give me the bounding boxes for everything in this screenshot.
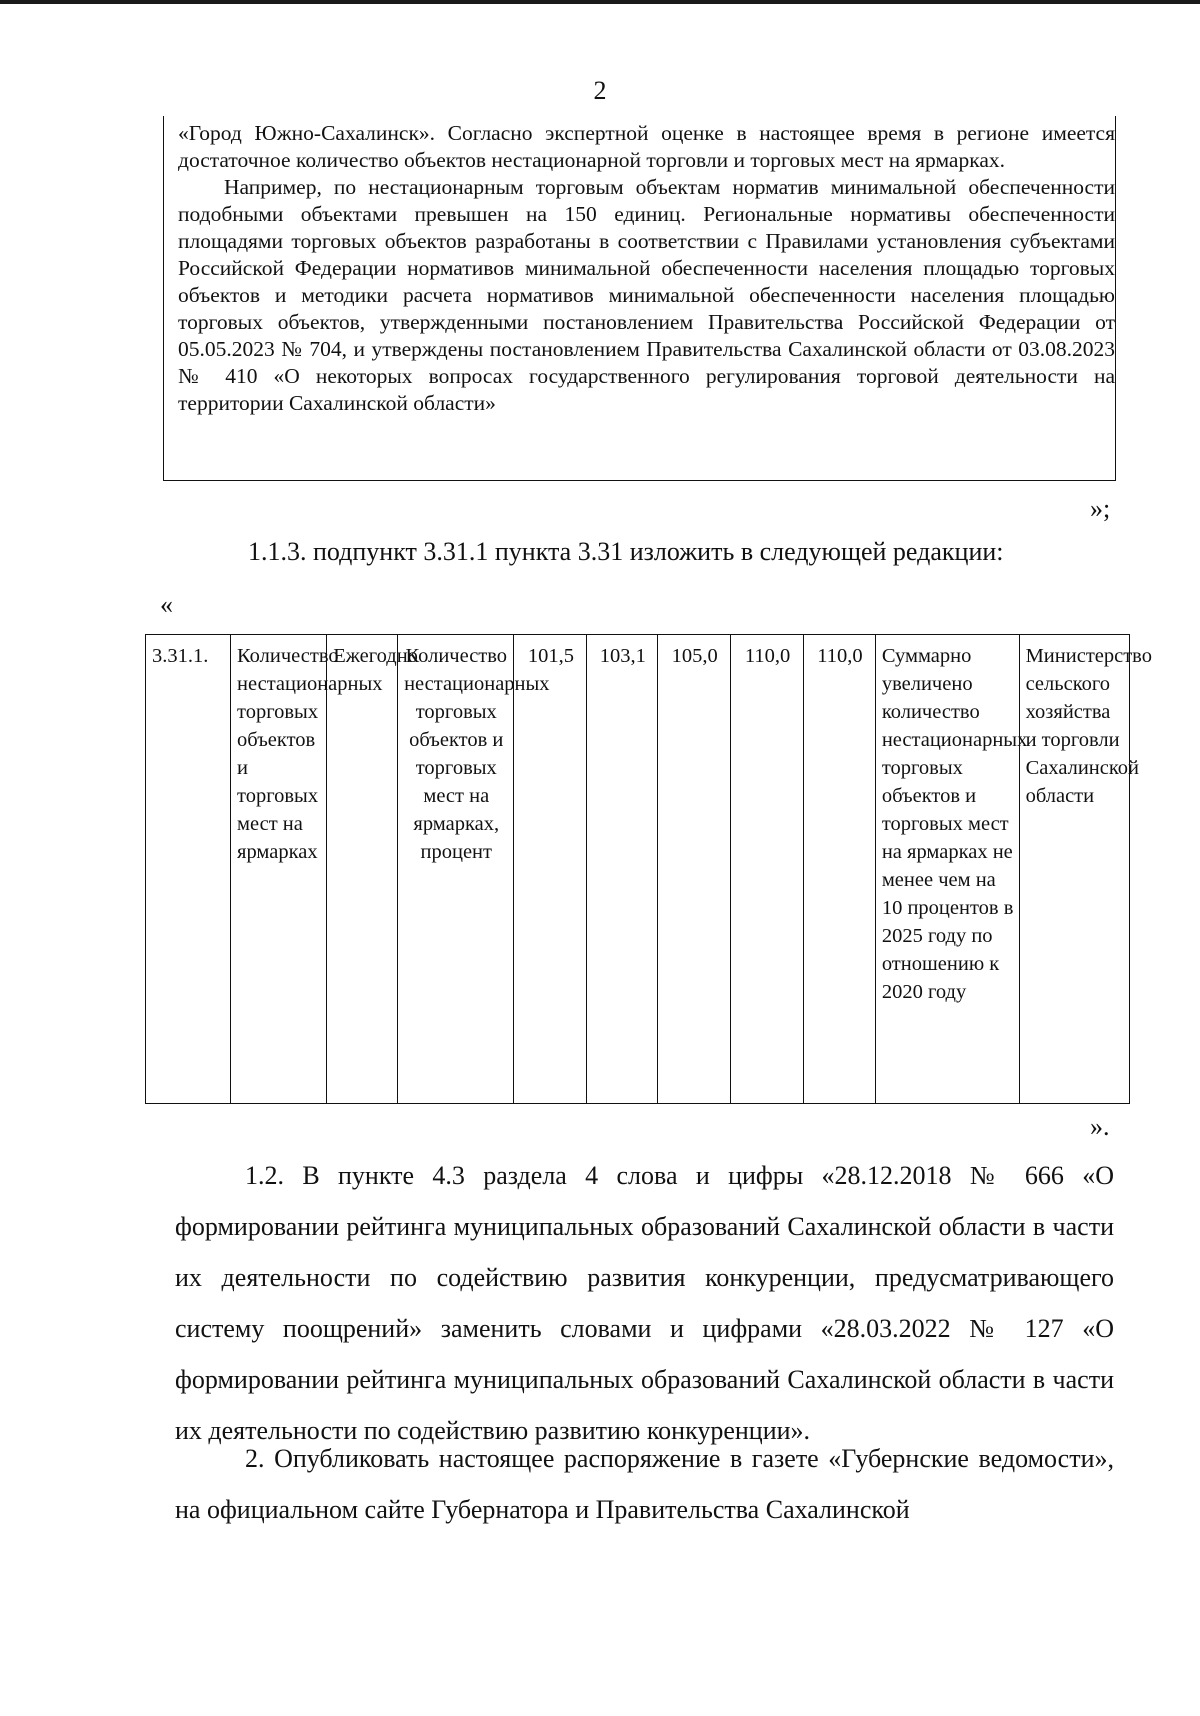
cell-indicator: Количество нестационарных торговых объектов и торговых мест на ярмарках [231, 635, 327, 1104]
box-close-quote: »; [1090, 494, 1111, 523]
cell-value-4: 110,0 [731, 635, 804, 1104]
quoted-text-box [163, 116, 1116, 481]
cell-value-2: 103,1 [587, 635, 658, 1104]
cell-value-5: 110,0 [803, 635, 875, 1104]
paragraph-1-2: 1.2. В пункте 4.3 раздела 4 слова и цифры «28.12.2018 № 666 «О формировании рейтинга муниципальных образований Сахалинской области в части их деятельности по содействию развития конкуренции, предусматривающего систему поощрений» заменить словами и цифрами «28.03.2022 № 127 «О формировании рейтинга муниципальных образований Сахалинской области в части их деятельности по содействию развитию конкуренции». [175, 1161, 1114, 1445]
cell-unit: Количество нестационарных торговых объектов и торговых мест на ярмарках, процент [398, 635, 514, 1104]
cell-responsible: Министерство сельского хозяйства и торговли Сахалинской области [1019, 635, 1129, 1104]
cell-result: Суммарно увеличено количество нестационарных торговых объектов и торговых мест на ярмарках не менее чем на 10 процентов в 2025 году по отношению к 2020 году [875, 635, 1019, 1104]
top-border-line [0, 0, 1200, 4]
boxed-paragraph-1: «Город Южно-Сахалинск». Согласно экспертной оценке в настоящее время в регионе имеется достаточное количество объектов нестационарной торговли и торговых мест на ярмарках. [178, 121, 1115, 172]
cell-frequency: Ежегодно [327, 635, 398, 1104]
table-close-quote: ». [1090, 1112, 1110, 1141]
indicator-table [145, 634, 1152, 1104]
amendment-heading: 1.1.3. подпункт 3.31.1 пункта 3.31 изложить в следующей редакции: [248, 537, 1004, 566]
cell-value-1: 101,5 [514, 635, 587, 1104]
page-number: 2 [593, 76, 607, 105]
cell-code: 3.31.1. [146, 635, 231, 1104]
paragraph-2: 2. Опубликовать настоящее распоряжение в газете «Губернские ведомости», на официальном сайте Губернатора и Правительства Сахалинской [175, 1444, 1114, 1524]
table-open-quote: « [160, 590, 173, 619]
boxed-paragraph-2: Например, по нестационарным торговым объектам норматив минимальной обеспеченности подобными объектами превышен на 150 единиц. Региональные нормативы обеспеченности площадями торговых объектов разработаны в соответствии с Правилами установления субъектами Российской Федерации нормативов минимальной обеспеченности населения площадью торговых объектов и методики расчета нормативов минимальной обеспеченности населения площадью торговых объектов, утвержденными постановлением Правительства Российской Федерации от 05.05.2023 № 704, и утверждены постановлением Правительства Сахалинской области от 03.08.2023 № 410 «О некоторых вопросах государственного регулирования торговой деятельности на территории Сахалинской области» [178, 175, 1115, 415]
table-row [146, 635, 1130, 1104]
cell-value-3: 105,0 [658, 635, 731, 1104]
